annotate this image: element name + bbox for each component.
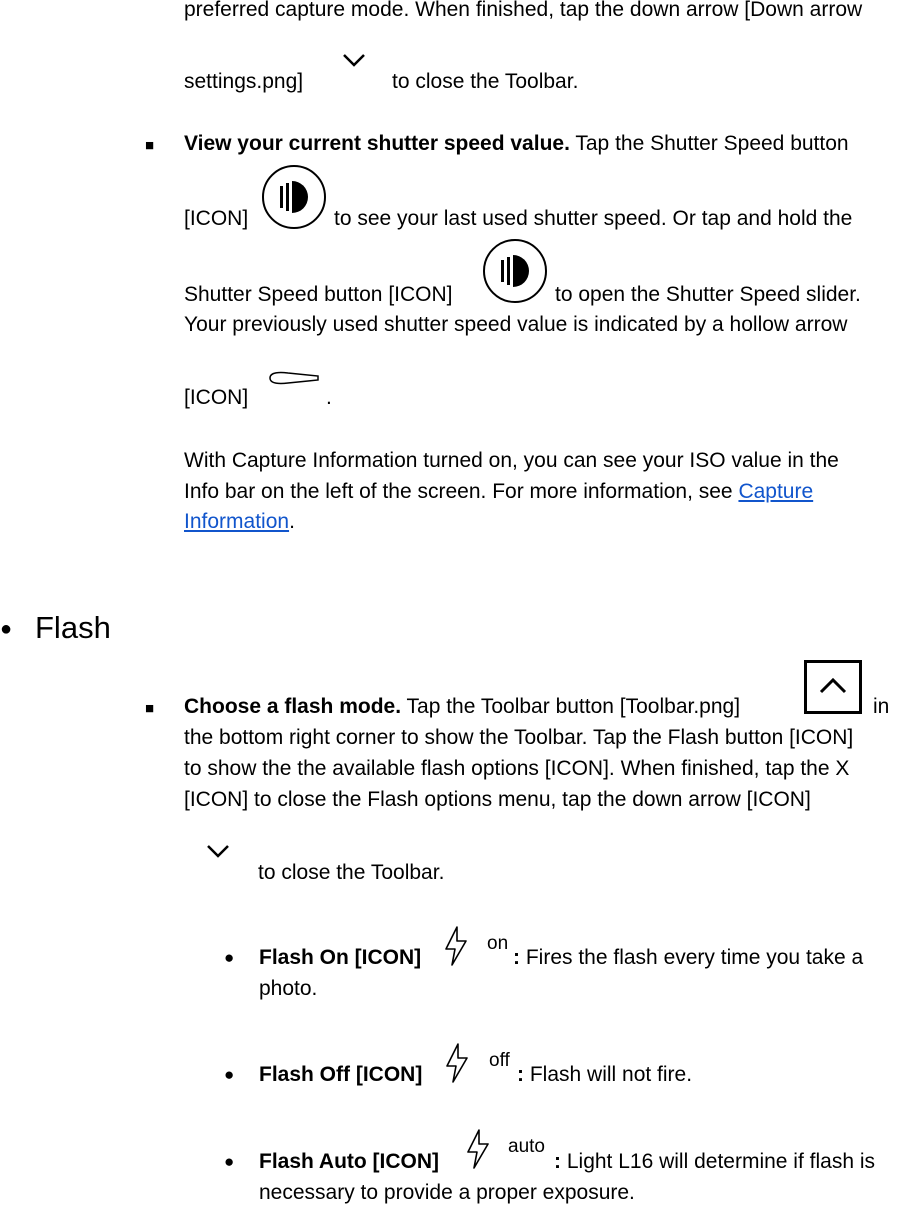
chevron-down-icon	[206, 843, 230, 859]
option-description: Flash will not fire.	[529, 1063, 693, 1086]
capture-information-link[interactable]: Information	[184, 510, 290, 533]
flash-mode-label: auto	[508, 1136, 545, 1157]
text-line	[513, 946, 863, 970]
text-line: .	[326, 386, 332, 409]
item-text: Tap the Toolbar button [Toolbar.png]	[406, 695, 741, 718]
text-line	[259, 1150, 439, 1174]
text-span: Info bar on the left of the screen. For more information, see	[184, 480, 739, 503]
flash-bolt-icon	[444, 1042, 470, 1084]
text-line: settings.png]	[184, 70, 304, 93]
text-line: [ICON]	[184, 386, 249, 409]
chevron-down-icon	[342, 52, 366, 68]
text-line: to close the Toolbar.	[392, 70, 579, 93]
text-line	[259, 1063, 422, 1087]
colon: :	[517, 1063, 524, 1086]
text-line	[184, 510, 295, 534]
list-bullet: ●	[224, 1065, 235, 1084]
text-span: .	[289, 510, 295, 533]
text-line: in	[873, 695, 890, 718]
list-bullet: ■	[145, 137, 155, 154]
flash-bolt-icon	[465, 1128, 491, 1170]
list-bullet: ●	[224, 948, 235, 967]
text-line: [ICON] to close the Flash options menu, tap the down arrow [ICON]	[184, 788, 811, 811]
flash-mode-label: on	[487, 933, 509, 954]
text-line: [ICON]	[184, 207, 249, 230]
shutter-speed-icon	[482, 238, 548, 304]
text-line	[259, 946, 421, 970]
text-line: to see your last used shutter speed. Or tap and hold the	[334, 207, 853, 230]
list-item-text	[184, 695, 740, 719]
text-line: With Capture Information turned on, you can see your ISO value in the	[184, 449, 839, 472]
item-heading: View your current shutter speed value.	[184, 132, 570, 155]
flash-bolt-icon	[443, 925, 469, 967]
text-line: preferred capture mode. When finished, tap the down arrow [Down arrow	[184, 0, 863, 21]
list-item-text	[184, 132, 849, 156]
shutter-speed-icon	[261, 164, 327, 230]
colon: :	[554, 1150, 561, 1173]
text-line	[184, 480, 813, 504]
list-bullet: ■	[145, 700, 155, 717]
list-bullet: ●	[0, 618, 13, 640]
item-heading: Choose a flash mode.	[184, 695, 402, 718]
text-line: Shutter Speed button [ICON]	[184, 283, 453, 306]
text-line: photo.	[259, 977, 318, 1000]
hollow-arrow-icon	[266, 370, 322, 386]
text-line	[554, 1150, 875, 1174]
chevron-up-box-icon	[804, 660, 862, 714]
list-bullet: ●	[224, 1152, 235, 1171]
text-line: the bottom right corner to show the Toolbar. Tap the Flash button [ICON]	[184, 726, 854, 749]
text-line: necessary to provide a proper exposure.	[259, 1181, 635, 1204]
text-line: to open the Shutter Speed slider.	[555, 283, 861, 306]
option-description: Light L16 will determine if flash is	[566, 1150, 875, 1173]
colon: :	[513, 946, 520, 969]
capture-information-link[interactable]: Capture	[738, 480, 814, 503]
option-label: Flash Auto [ICON]	[259, 1150, 440, 1173]
section-heading: Flash	[35, 610, 111, 645]
text-line: to close the Toolbar.	[258, 861, 445, 884]
text-line	[517, 1063, 692, 1087]
text-line: Your previously used shutter speed value is indicated by a hollow arrow	[184, 313, 848, 336]
option-label: Flash On [ICON]	[259, 946, 422, 969]
option-label: Flash Off [ICON]	[259, 1063, 423, 1086]
option-description: Fires the flash every time you take a	[525, 946, 864, 969]
text-line: to show the the available flash options [ICON]. When finished, tap the X	[184, 757, 850, 780]
item-text: Tap the Shutter Speed button	[575, 132, 849, 155]
flash-mode-label: off	[489, 1050, 510, 1071]
